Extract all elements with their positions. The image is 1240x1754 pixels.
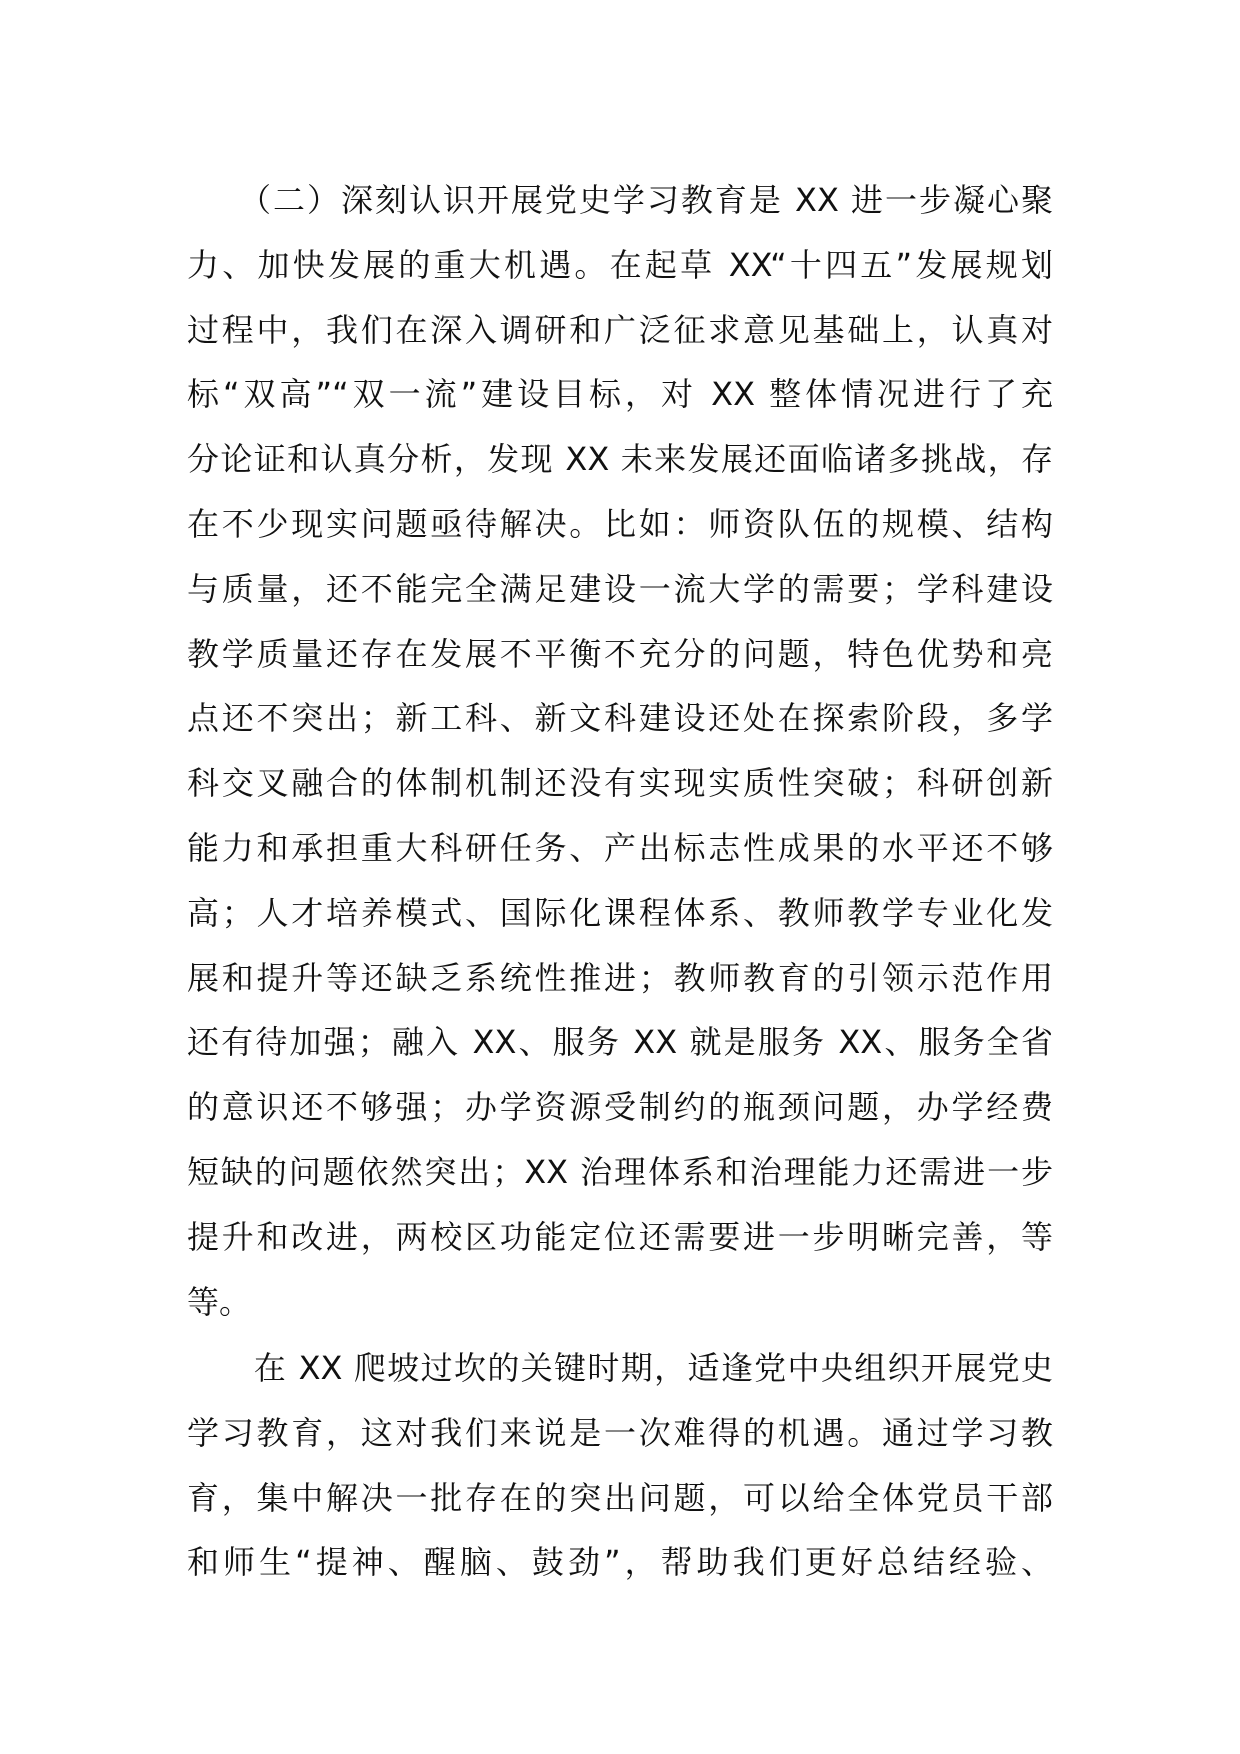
paragraph-1-line: 分论证和认真分析，发现 XX 未来发展还面临诸多挑战，存 xyxy=(187,440,1053,479)
paragraph-1-line: 教学质量还存在发展不平衡不充分的问题，特色优势和亮 xyxy=(187,634,1053,673)
paragraph-2-line: 学习教育，这对我们来说是一次难得的机遇。通过学习教 xyxy=(187,1413,1053,1452)
paragraph-1-line: 高；人才培养模式、国际化课程体系、教师教学专业化发 xyxy=(187,893,1053,932)
paragraph-1-line: 过程中，我们在深入调研和广泛征求意见基础上，认真对 xyxy=(187,310,1053,349)
paragraph-2-line: 育，集中解决一批存在的突出问题，可以给全体党员干部 xyxy=(187,1478,1053,1517)
paragraph-1-line: 的意识还不够强；办学资源受制约的瓶颈问题，办学经费 xyxy=(187,1088,1053,1127)
paragraph-1-line: 短缺的问题依然突出；XX 治理体系和治理能力还需进一步 xyxy=(187,1152,1053,1191)
paragraph-1-line: 还有待加强；融入 XX、服务 XX 就是服务 XX、服务全省 xyxy=(187,1023,1053,1062)
paragraph-2-line: 和师生“提神、醒脑、鼓劲”，帮助我们更好总结经验、 xyxy=(187,1543,1053,1582)
paragraph-1-line: 提升和改进，两校区功能定位还需要进一步明晰完善，等 xyxy=(187,1217,1053,1256)
paragraph-1-line: （二）深刻认识开展党史学习教育是 XX 进一步凝心聚 xyxy=(187,181,1053,219)
paragraph-1-line: 力、加快发展的重大机遇。在起草 XX“十四五”发展规划 xyxy=(187,245,1053,284)
paragraph-2-line: 在 XX 爬坡过坎的关键时期，适逢党中央组织开展党史 xyxy=(187,1349,1053,1387)
paragraph-1-line: 能力和承担重大科研任务、产出标志性成果的水平还不够 xyxy=(187,828,1053,867)
paragraph-1-line: 科交叉融合的体制机制还没有实现实质性突破；科研创新 xyxy=(187,764,1053,803)
paragraph-1-line: 点还不突出；新工科、新文科建设还处在探索阶段，多学 xyxy=(187,699,1053,738)
paragraph-1-line: 展和提升等还缺乏系统性推进；教师教育的引领示范作用 xyxy=(187,958,1053,997)
paragraph-2 xyxy=(187,1336,1053,1595)
paragraph-1-line: 等。 xyxy=(187,1282,252,1321)
paragraph-1 xyxy=(187,168,1053,1334)
paragraph-1-line: 在不少现实问题亟待解决。比如：师资队伍的规模、结构 xyxy=(187,504,1053,543)
paragraph-1-line: 与质量，还不能完全满足建设一流大学的需要；学科建设 xyxy=(187,569,1053,608)
paragraph-1-line: 标“双高”“双一流”建设目标，对 XX 整体情况进行了充 xyxy=(187,375,1053,414)
